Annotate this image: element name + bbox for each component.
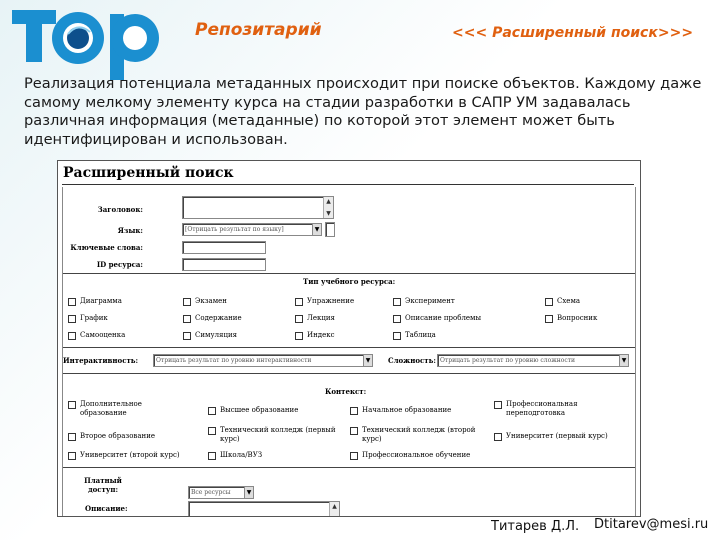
- option-label: Вопросник: [557, 314, 598, 322]
- title-textarea[interactable]: [182, 196, 334, 219]
- logo-letter-p: [110, 14, 159, 80]
- option-label: Таблица: [405, 331, 436, 339]
- divider: [63, 347, 635, 348]
- resource-type-option[interactable]: [393, 331, 436, 340]
- title-label: Заголовок:: [97, 205, 143, 214]
- resource-type-option[interactable]: [68, 331, 125, 340]
- language-scroll[interactable]: [325, 222, 335, 237]
- resource-id-label: ID ресурса:: [96, 260, 143, 269]
- context-option[interactable]: [208, 451, 262, 460]
- resource-type-option[interactable]: [68, 314, 108, 323]
- option-label: Индекс: [307, 331, 335, 339]
- scroll-down-icon[interactable]: ▼: [326, 210, 331, 217]
- context-option[interactable]: [68, 451, 180, 460]
- complexity-select-value: Отрицать результат по уровню сложности: [440, 357, 576, 364]
- divider: [63, 467, 635, 468]
- checkbox[interactable]: [68, 452, 76, 460]
- checkbox[interactable]: [208, 452, 216, 460]
- option-label: Дополнительное образование: [80, 400, 142, 417]
- checkbox[interactable]: [208, 427, 216, 435]
- option-label: Эксперимент: [405, 297, 455, 305]
- header-subtitle-link[interactable]: <<< Расширенный поиск>>>: [452, 25, 694, 41]
- header-title: Репозитарий: [195, 20, 322, 40]
- top-logo: [8, 4, 168, 82]
- divider: [63, 373, 635, 374]
- option-label: Профессиональная переподготовка: [506, 400, 578, 417]
- interactivity-select-value: Отрицать результат по уровню интерактивности: [156, 357, 312, 364]
- option-label: Экзамен: [195, 297, 227, 305]
- advanced-search-form: [57, 160, 641, 517]
- checkbox[interactable]: [350, 407, 358, 415]
- paid-access-select-value: Все ресурсы: [191, 489, 231, 496]
- checkbox[interactable]: [295, 298, 303, 306]
- checkbox[interactable]: [350, 452, 358, 460]
- scroll-up-icon[interactable]: ▲: [332, 503, 337, 510]
- resource-type-option[interactable]: [183, 314, 242, 323]
- option-label: Симуляция: [195, 331, 238, 339]
- paid-access-select[interactable]: [188, 486, 254, 499]
- divider: [63, 273, 635, 274]
- author-name: Титарев Д.Л.: [491, 519, 580, 534]
- keywords-label: Ключевые слова:: [70, 243, 143, 252]
- resource-type-option[interactable]: [393, 314, 481, 323]
- checkbox[interactable]: [68, 433, 76, 441]
- option-label: Школа/ВУЗ: [220, 451, 263, 459]
- chevron-down-icon[interactable]: ▼: [312, 224, 321, 235]
- option-label: Технический колледж (второй курс): [362, 426, 476, 443]
- option-label: Технический колледж (первый курс): [220, 426, 336, 443]
- resource-id-input[interactable]: [182, 258, 266, 271]
- form-body: [62, 187, 636, 517]
- textarea-scrollbar[interactable]: [323, 197, 333, 218]
- chevron-down-icon[interactable]: ▼: [244, 487, 253, 498]
- language-select[interactable]: [182, 223, 322, 236]
- context-option[interactable]: [494, 432, 608, 441]
- option-label: Профессиональное обучение: [362, 451, 471, 459]
- checkbox[interactable]: [494, 401, 502, 409]
- checkbox[interactable]: [393, 298, 401, 306]
- option-label: Самооценка: [80, 331, 126, 339]
- textarea-scrollbar[interactable]: [329, 502, 339, 517]
- context-option[interactable]: [350, 406, 451, 415]
- paid-access-label: Платный доступ:: [84, 476, 122, 494]
- resource-type-option[interactable]: [295, 297, 354, 306]
- checkbox[interactable]: [295, 315, 303, 323]
- context-option[interactable]: [208, 426, 343, 444]
- checkbox[interactable]: [295, 332, 303, 340]
- checkbox[interactable]: [183, 315, 191, 323]
- divider: [62, 184, 634, 185]
- checkbox[interactable]: [68, 332, 76, 340]
- scroll-up-icon[interactable]: ▲: [326, 198, 331, 205]
- complexity-label: Сложность:: [388, 356, 436, 365]
- checkbox[interactable]: [68, 315, 76, 323]
- option-label: Содержание: [195, 314, 242, 322]
- author-email[interactable]: Dtitarev@mesi.ru: [594, 517, 709, 532]
- complexity-select[interactable]: [437, 354, 629, 367]
- resource-type-option[interactable]: [295, 314, 335, 323]
- option-label: Лекция: [307, 314, 335, 322]
- logo-letter-t: [12, 10, 56, 62]
- checkbox[interactable]: [350, 427, 358, 435]
- context-option[interactable]: [68, 432, 155, 441]
- checkbox[interactable]: [393, 332, 401, 340]
- option-label: Схема: [557, 297, 581, 305]
- option-label: Университет (первый курс): [506, 432, 608, 440]
- resource-type-option[interactable]: [545, 314, 597, 323]
- language-select-value: [Отрицать результат по языку]: [185, 226, 284, 233]
- checkbox[interactable]: [545, 315, 553, 323]
- logo-letter-o: [52, 12, 104, 64]
- checkbox[interactable]: [183, 298, 191, 306]
- keywords-input[interactable]: [182, 241, 266, 254]
- form-title: Расширенный поиск: [63, 165, 234, 181]
- context-option[interactable]: [350, 426, 485, 444]
- resource-type-option[interactable]: [393, 297, 455, 306]
- resource-type-option[interactable]: [183, 297, 227, 306]
- option-label: График: [80, 314, 108, 322]
- checkbox[interactable]: [494, 433, 502, 441]
- resource-type-option[interactable]: [295, 331, 335, 340]
- option-label: Начальное образование: [362, 406, 452, 414]
- resource-type-option[interactable]: [68, 297, 122, 306]
- description-label: Описание:: [85, 504, 128, 513]
- resource-type-option[interactable]: [183, 331, 237, 340]
- checkbox[interactable]: [208, 407, 216, 415]
- context-option[interactable]: [494, 400, 614, 418]
- option-label: Упражнение: [307, 297, 355, 305]
- checkbox[interactable]: [545, 298, 553, 306]
- option-label: Второе образование: [80, 432, 155, 440]
- resource-type-heading: Тип учебного ресурса:: [303, 277, 396, 286]
- context-option[interactable]: [68, 400, 188, 418]
- interactivity-select[interactable]: [153, 354, 373, 367]
- resource-type-option[interactable]: [545, 297, 580, 306]
- context-option[interactable]: [208, 406, 298, 415]
- intro-paragraph: Реализация потенциала метаданных происходит при поиске объектов. Каждому даже самому мелкому элементу курса на стадии разработки в САПР УМ задавалась различная информация (метаданные) по которой этот элемент может быть идентифицирован и использован.: [24, 75, 702, 148]
- description-textarea[interactable]: [188, 501, 340, 517]
- interactivity-label: Интерактивность:: [63, 356, 139, 365]
- option-label: Высшее образование: [220, 406, 299, 414]
- option-label: Описание проблемы: [405, 314, 482, 322]
- checkbox[interactable]: [393, 315, 401, 323]
- checkbox[interactable]: [68, 298, 76, 306]
- context-option[interactable]: [350, 451, 470, 460]
- checkbox[interactable]: [183, 332, 191, 340]
- chevron-down-icon[interactable]: ▼: [363, 355, 372, 366]
- language-label: Язык:: [117, 226, 143, 235]
- checkbox[interactable]: [68, 401, 76, 409]
- option-label: Университет (второй курс): [80, 451, 180, 459]
- chevron-down-icon[interactable]: ▼: [619, 355, 628, 366]
- option-label: Диаграмма: [80, 297, 122, 305]
- context-heading: Контекст:: [325, 387, 367, 396]
